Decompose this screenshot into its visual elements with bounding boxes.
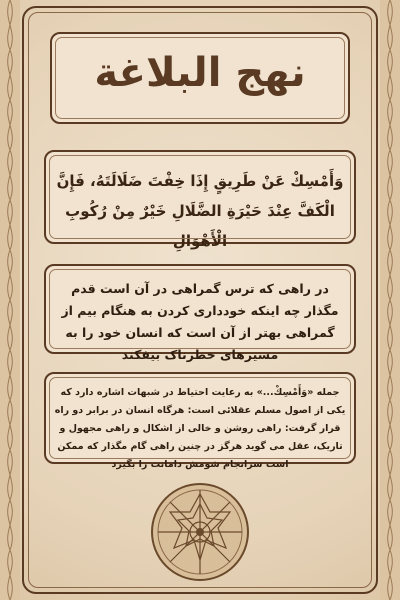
page-title: نهج البلاغة <box>94 50 306 96</box>
translation-text: در راهی که ترس گمراهی در آن است قدم مگذار چه اینکه خودداری کردن به هنگام بیم از گمراهی بهتر از آن است که انسان خود را به مسیرهای خطرناک بیفکند <box>61 281 339 362</box>
translation-card <box>44 264 356 362</box>
explanation-text: جمله «وَأَمْسِكْ...» به رعایت احتیاط در شبهات اشاره دارد که یکی از اصول مسلم عقلائی است: هرگاه انسان در برابر دو راه قرار گرفت: راهی روشن و خالی از اشکال و راهی مجهول و تاریک، عقل می گوید هرگز در چنین راهی گام مگذار که ممکن است سرانجام شومش دامانت را بگیرد <box>54 387 346 470</box>
title-card <box>50 32 350 124</box>
explanation-card <box>44 372 356 470</box>
right-floral-border-pattern <box>380 0 400 600</box>
arabic-quote-text: وَأَمْسِكْ عَنْ طَرِيقٍ إِذَا خِفْتَ ضَلَالَتَهُ، فَإِنَّ الْكَفَّ عِنْدَ حَيْرَةِ الضَّلَالِ خَيْرٌ مِنْ رُكُوبِ الْأَهْوَالِ <box>56 172 344 250</box>
left-floral-border-pattern <box>0 0 20 600</box>
geometric-rosette-icon <box>150 482 250 582</box>
arabic-quote-card <box>44 150 356 250</box>
